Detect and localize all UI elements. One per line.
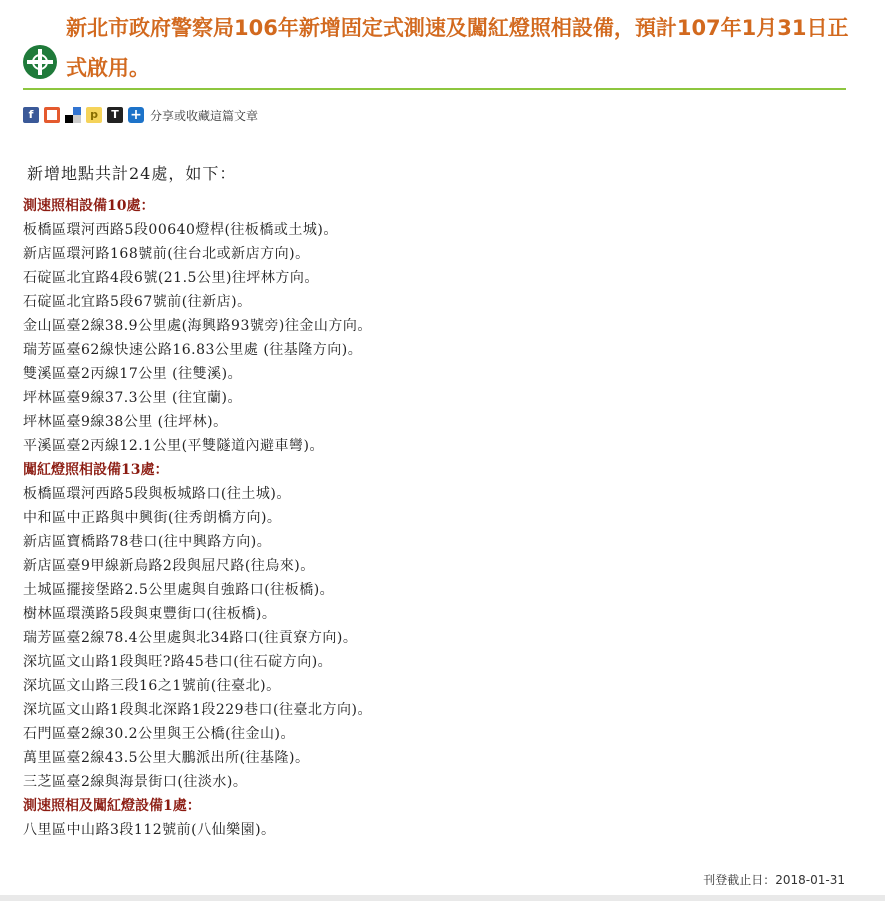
- twitter-icon[interactable]: T: [107, 107, 123, 123]
- section-heading: 闖紅燈照相設備13處：: [23, 462, 169, 478]
- location-list: [23, 818, 853, 842]
- page-title: 新北市政府警察局106年新增固定式測速及闖紅燈照相設備，預計107年1月31日正式啟用。: [66, 16, 849, 80]
- location-item: 石門區臺2線30.2公里與王公橋(往金山)。: [23, 726, 296, 742]
- location-item: 中和區中正路與中興街(往秀朗橋方向)。: [23, 510, 282, 526]
- share-label[interactable]: 分享或收藏這篇文章: [150, 108, 259, 123]
- bookmark-p-icon[interactable]: p: [86, 107, 102, 123]
- expiry-date: 刊登截止日：2018-01-31: [703, 873, 845, 887]
- location-sections: [23, 194, 853, 842]
- location-item: 石碇區北宜路4段6號(21.5公里)往坪林方向。: [23, 270, 319, 286]
- location-item: 板橋區環河西路5段00640燈桿(往板橋或土城)。: [23, 222, 338, 238]
- location-item: 坪林區臺9線38公里 (往坪林)。: [23, 414, 228, 430]
- location-item: 三芝區臺2線與海景街口(往淡水)。: [23, 774, 248, 790]
- location-item: 新店區環河路168號前(往台北或新店方向)。: [23, 246, 310, 262]
- location-item: 八里區中山路3段112號前(八仙樂園)。: [23, 822, 276, 838]
- section-heading: 測速照相設備10處：: [23, 198, 155, 214]
- location-item: 瑞芳區臺2線78.4公里處與北34路口(往貢寮方向)。: [23, 630, 358, 646]
- location-item: 萬里區臺2線43.5公里大鵬派出所(往基隆)。: [23, 750, 310, 766]
- location-item: 坪林區臺9線37.3公里 (往宜蘭)。: [23, 390, 242, 406]
- location-item: 板橋區環河西路5段與板城路口(往土城)。: [23, 486, 291, 502]
- location-item: 石碇區北宜路5段67號前(往新店)。: [23, 294, 252, 310]
- footer-divider: [0, 895, 885, 901]
- title-divider: [23, 88, 846, 90]
- location-item: 新店區臺9甲線新烏路2段與屈尺路(往烏來)。: [23, 558, 315, 574]
- location-item: 新店區寶橋路78巷口(往中興路方向)。: [23, 534, 272, 550]
- share-toolbar: [23, 106, 258, 124]
- location-item: 雙溪區臺2丙線17公里 (往雙溪)。: [23, 366, 243, 382]
- location-item: 土城區擺接堡路2.5公里處與自強路口(往板橋)。: [23, 582, 335, 598]
- section-heading: 測速照相及闖紅燈設備1處：: [23, 798, 201, 814]
- add-share-icon[interactable]: +: [128, 107, 144, 123]
- location-item: 深坑區文山路1段與旺?路45巷口(往石碇方向)。: [23, 654, 333, 670]
- location-item: 瑞芳區臺62線快速公路16.83公里處 (往基隆方向)。: [23, 342, 363, 358]
- location-item: 樹林區環漢路5段與東豐街口(往板橋)。: [23, 606, 277, 622]
- location-item: 平溪區臺2丙線12.1公里(平雙隧道內避車彎)。: [23, 438, 325, 454]
- location-item: 深坑區文山路1段與北深路1段229巷口(往臺北方向)。: [23, 702, 372, 718]
- police-logo-icon: [23, 45, 57, 79]
- location-item: 深坑區文山路三段16之1號前(往臺北)。: [23, 678, 281, 694]
- plurk-icon[interactable]: [44, 107, 60, 123]
- location-list: [23, 218, 853, 458]
- facebook-icon[interactable]: f: [23, 107, 39, 123]
- location-list: [23, 482, 853, 794]
- delicious-icon[interactable]: [65, 107, 81, 123]
- location-item: 金山區臺2線38.9公里處(海興路93號旁)往金山方向。: [23, 318, 372, 334]
- article-content: [23, 160, 853, 842]
- intro-text: 新增地點共計24處，如下：: [27, 164, 237, 183]
